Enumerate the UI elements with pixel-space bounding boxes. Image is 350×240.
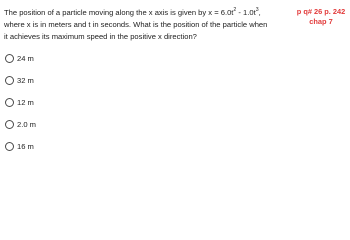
reference-note: [296, 7, 346, 27]
answer-label: 24 m: [17, 53, 34, 63]
radio-button[interactable]: [5, 76, 14, 85]
answer-label: 32 m: [17, 75, 34, 85]
question-line-2: where x is in meters and t in seconds. What is the position of the particle when: [4, 20, 268, 29]
answer-label: 16 m: [17, 141, 34, 151]
radio-button[interactable]: [5, 98, 14, 107]
answer-option[interactable]: [5, 74, 34, 86]
question-text: [4, 7, 284, 43]
radio-button[interactable]: [5, 54, 14, 63]
radio-button[interactable]: [5, 120, 14, 129]
reference-line-2: chap 7: [309, 17, 333, 26]
question-line-1: The position of a particle moving along the x axis is given by $x = 6.0t^2 - 1.0t^3$,: [4, 6, 261, 17]
radio-button[interactable]: [5, 142, 14, 151]
answer-option[interactable]: [5, 140, 34, 152]
answer-label: 12 m: [17, 97, 34, 107]
reference-line-1: p q# 26 p. 242: [296, 7, 346, 16]
answer-option[interactable]: [5, 52, 34, 64]
answer-option[interactable]: [5, 96, 34, 108]
answer-option[interactable]: [5, 118, 36, 130]
question-line-3: it achieves its maximum speed in the positive x direction?: [4, 32, 197, 41]
answer-label: 2.0 m: [17, 119, 36, 129]
